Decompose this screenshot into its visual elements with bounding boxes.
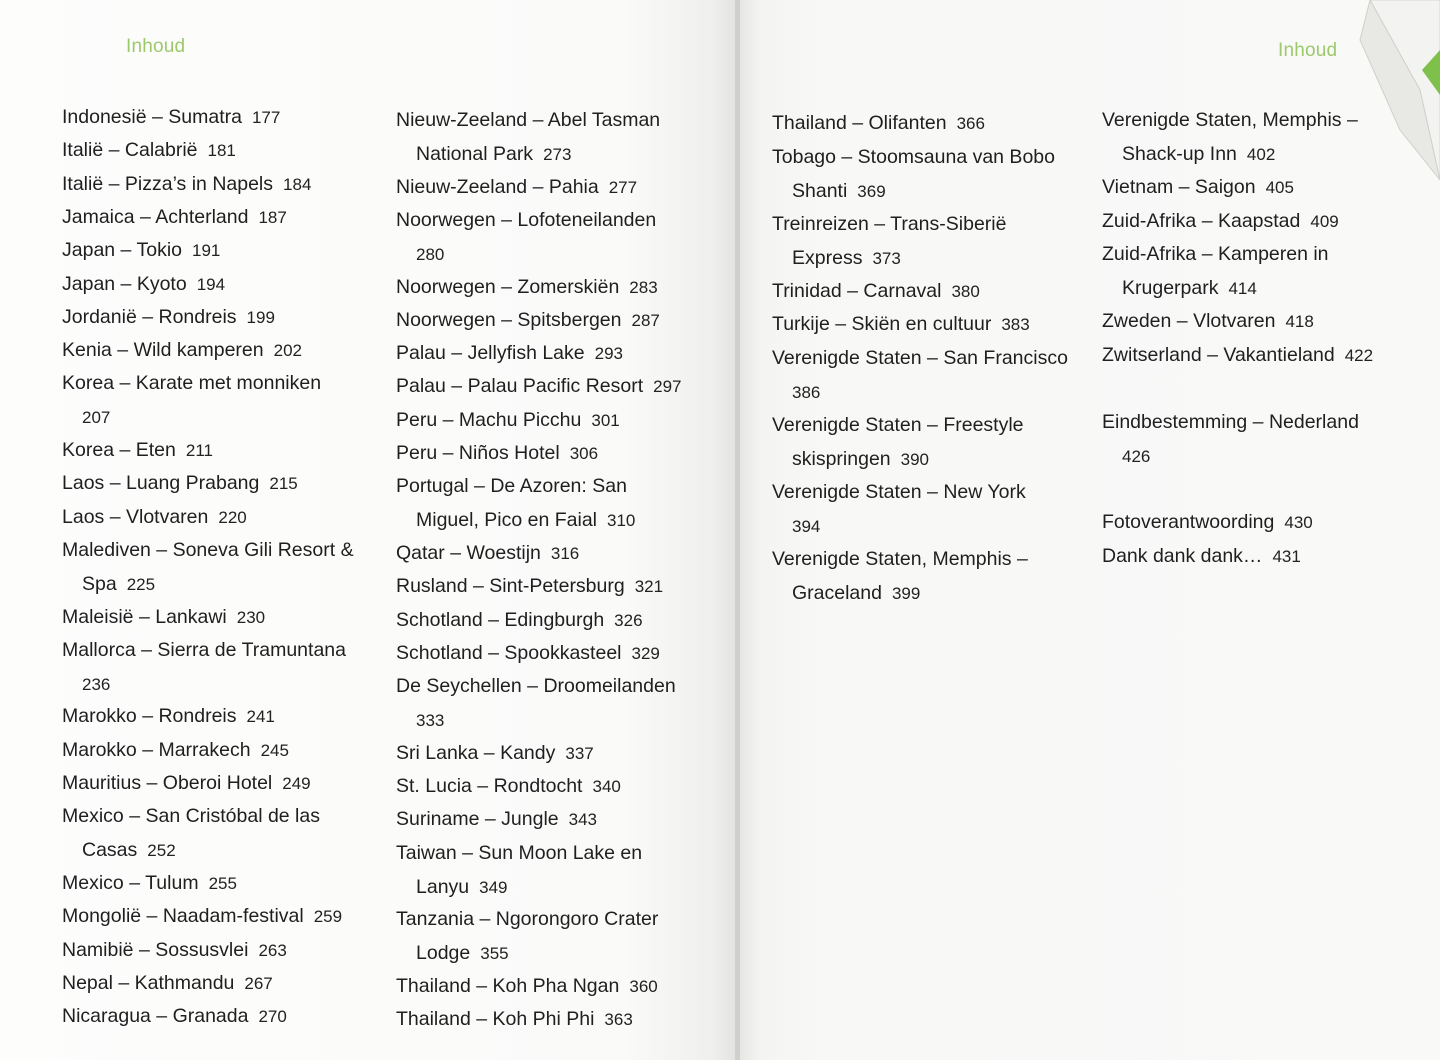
toc-entry-title: Verenigde Staten – New York <box>772 480 1026 503</box>
toc-entry <box>62 866 237 901</box>
toc-entry-title: Trinidad – Carnaval <box>772 279 942 302</box>
toc-page-number: 283 <box>629 277 658 297</box>
toc-page-number: 187 <box>258 207 287 227</box>
toc-page-number: 390 <box>900 449 930 469</box>
toc-entry-title: Thailand – Olifanten <box>772 112 947 134</box>
toc-entry <box>62 500 247 535</box>
toc-entry-title: Eindbestemming – Nederland <box>1102 410 1359 433</box>
toc-entry <box>396 736 594 771</box>
toc-page-number: 310 <box>607 511 636 531</box>
toc-entry-continuation <box>62 400 321 435</box>
toc-entry <box>62 699 275 734</box>
toc-entry-title: Thailand – Koh Pha Ngan <box>396 974 620 997</box>
toc-entry-title: Korea – Karate met monniken <box>62 372 322 395</box>
toc-page-number: 277 <box>608 177 638 197</box>
toc-entry <box>62 267 225 302</box>
toc-entry-title: Indonesië – Sumatra <box>62 106 242 128</box>
toc-entry <box>62 433 213 468</box>
toc-entry-title: Thailand – Koh Phi Phi <box>396 1008 595 1031</box>
toc-page-number: 177 <box>251 108 281 127</box>
toc-entry <box>1102 204 1339 239</box>
toc-entry <box>772 341 1068 410</box>
toc-entry-title: Italië – Pizza’s in Napels <box>62 172 274 195</box>
toc-page-number: 191 <box>192 241 221 261</box>
toc-entry-title: Mauritius – Oberoi Hotel <box>62 772 273 794</box>
toc-entry-title: Laos – Luang Prabang <box>62 472 260 495</box>
toc-entry <box>396 836 642 905</box>
toc-entry-title: Nepal – Kathmandu <box>62 971 235 994</box>
toc-entry-continuation <box>772 375 1068 410</box>
toc-page-number: 293 <box>594 344 623 364</box>
toc-entry-title: Palau – Palau Pacific Resort <box>396 375 644 398</box>
toc-entry-title: Tanzania – Ngorongoro Crater <box>396 908 659 931</box>
toc-entry <box>396 902 658 971</box>
toc-entry-continuation: National Park 273 <box>416 143 572 165</box>
toc-entry <box>772 274 980 309</box>
toc-entry-title: St. Lucia – Rondtocht <box>396 775 583 797</box>
toc-entry <box>772 207 1006 276</box>
toc-entry-title: Zweden – Vlotvaren <box>1102 310 1276 332</box>
toc-entry-continuation: Shack-up Inn 402 <box>1122 143 1276 165</box>
toc-page-number: 184 <box>283 174 312 194</box>
toc-entry <box>62 200 287 235</box>
toc-entry <box>1102 170 1294 205</box>
toc-page-number: 255 <box>208 873 237 893</box>
toc-entry-title: Japan – Tokio <box>62 239 182 262</box>
toc-page-number: 215 <box>269 474 298 494</box>
toc-page-number: 337 <box>565 743 594 763</box>
toc-page-number: 287 <box>631 310 660 330</box>
toc-entry-title: Schotland – Spookkasteel <box>396 641 622 664</box>
toc-entry <box>396 569 663 604</box>
toc-entry-title: Qatar – Woestijn <box>396 541 541 564</box>
toc-entry-title: Peru – Machu Picchu <box>396 408 582 431</box>
toc-page-number: 380 <box>951 281 980 301</box>
toc-page-number: 349 <box>479 877 508 897</box>
toc-entry-continuation <box>396 703 676 738</box>
toc-page-number: 414 <box>1228 279 1257 298</box>
toc-entry-title: Palau – Jellyfish Lake <box>396 342 585 365</box>
toc-page-number: 329 <box>631 643 660 663</box>
toc-page-number: 363 <box>604 1010 633 1030</box>
toc-page-number: 301 <box>591 410 620 430</box>
toc-entry <box>772 475 1026 544</box>
toc-entry-title: Zuid-Afrika – Kamperen in <box>1102 243 1329 265</box>
toc-page-number: 399 <box>891 583 921 603</box>
toc-page-number: 220 <box>218 507 247 527</box>
toc-entry <box>396 969 658 1004</box>
toc-page-number: 431 <box>1272 546 1301 566</box>
toc-entry <box>396 536 579 571</box>
toc-entry-continuation: Casas 252 <box>82 839 176 862</box>
toc-page-number: 386 <box>792 382 821 402</box>
toc-entry <box>396 603 643 638</box>
toc-entry-continuation: Lodge 355 <box>416 942 509 965</box>
toc-entry-title: Taiwan – Sun Moon Lake en <box>396 841 643 864</box>
toc-entry <box>772 542 1028 611</box>
toc-entry-title: Nieuw-Zeeland – Abel Tasman <box>396 109 661 131</box>
toc-entry <box>396 203 656 272</box>
toc-entry <box>396 303 660 338</box>
toc-entry <box>396 669 676 738</box>
toc-page-number: 340 <box>592 777 621 796</box>
toc-entry <box>396 170 637 205</box>
toc-entry-title: Noorwegen – Zomerskiën <box>396 275 620 298</box>
toc-entry <box>62 933 287 968</box>
toc-entry-title: Malediven – Soneva Gili Resort & <box>62 538 354 561</box>
toc-entry-title: Fotoverantwoording <box>1102 511 1275 533</box>
toc-page-number: 280 <box>416 244 445 264</box>
toc-page-number: 321 <box>634 577 664 597</box>
toc-entry <box>396 270 658 305</box>
toc-page-number: 430 <box>1284 513 1313 532</box>
toc-entry <box>62 799 320 868</box>
toc-entry-title: Marokko – Marrakech <box>62 738 251 761</box>
toc-page-number: 259 <box>313 907 343 927</box>
toc-entry-title: Peru – Niños Hotel <box>396 442 560 464</box>
toc-page-number: 273 <box>543 145 572 164</box>
toc-entry <box>1102 304 1314 339</box>
toc-page-number: 306 <box>569 444 599 463</box>
toc-entry <box>62 899 342 934</box>
toc-entry <box>1102 505 1313 540</box>
toc-entry-title: Verenigde Staten, Memphis – <box>1102 109 1358 131</box>
toc-entry <box>62 333 302 368</box>
toc-entry-title: Nicaragua – Granada <box>62 1005 249 1028</box>
toc-entry <box>396 336 623 371</box>
toc-entry <box>396 769 621 804</box>
toc-entry <box>1102 539 1301 574</box>
toc-page-number: 230 <box>236 607 266 627</box>
toc-entry <box>1102 338 1373 373</box>
toc-page-number: 405 <box>1265 178 1294 197</box>
toc-entry-title: Verenigde Staten – Freestyle <box>772 413 1024 436</box>
toc-page-number: 245 <box>260 740 289 760</box>
toc-entry-title: Kenia – Wild kamperen <box>62 339 264 362</box>
toc-entry <box>396 469 635 538</box>
toc-entry-title: Vietnam – Saigon <box>1102 176 1256 198</box>
toc-entry-title: Mexico – Tulum <box>62 871 199 894</box>
toc-page-number: 181 <box>207 141 236 161</box>
toc-entry <box>396 403 620 438</box>
toc-entry-title: Zuid-Afrika – Kaapstad <box>1102 209 1301 232</box>
toc-entry-title: Laos – Vlotvaren <box>62 505 209 528</box>
toc-page-number: 267 <box>244 973 273 993</box>
toc-page-number: 263 <box>258 940 287 960</box>
toc-entry-continuation: Shanti 369 <box>792 179 886 202</box>
toc-entry <box>396 636 660 671</box>
toc-entry-title: Tobago – Stoomsauna van Bobo <box>772 145 1055 168</box>
toc-page-number: 426 <box>1122 446 1151 466</box>
toc-entry-continuation <box>772 509 1026 544</box>
toc-entry-title: Schotland – Edingburgh <box>396 608 605 631</box>
toc-entry <box>772 408 1024 477</box>
toc-entry-title: Verenigde Staten – San Francisco <box>772 346 1068 369</box>
toc-page-number: 343 <box>568 810 597 830</box>
toc-page-number: 360 <box>629 976 658 996</box>
toc-page-number: 326 <box>614 610 643 630</box>
toc-entry <box>62 999 287 1034</box>
toc-entry-title: Mongolië – Naadam-festival <box>62 905 304 928</box>
toc-entry-title: Maleisië – Lankawi <box>62 605 227 628</box>
toc-entry-continuation: Miguel, Pico en Faial 310 <box>416 509 636 532</box>
toc-entry-continuation: Spa 225 <box>82 572 156 595</box>
toc-entry-title: Namibië – Sossusvlei <box>62 938 249 961</box>
toc-entry <box>1102 405 1359 474</box>
toc-entry <box>772 106 985 141</box>
toc-entry-title: Korea – Eten <box>62 439 176 461</box>
toc-entry-continuation: Express 373 <box>792 246 901 269</box>
toc-entry <box>772 307 1030 342</box>
toc-entry <box>1102 237 1329 306</box>
toc-entry-title: Dank dank dank… <box>1102 544 1263 567</box>
toc-entry <box>62 366 321 435</box>
right-page <box>740 0 1440 1060</box>
toc-entry-title: Nieuw-Zeeland – Pahia <box>396 175 599 198</box>
toc-entry-title: Marokko – Rondreis <box>62 705 237 728</box>
toc-page-number: 373 <box>872 248 901 268</box>
toc-entry-title: De Seychellen – Droomeilanden <box>396 675 676 698</box>
toc-page-number: 297 <box>653 377 682 397</box>
toc-entry <box>396 436 598 471</box>
toc-entry-title: Suriname – Jungle <box>396 808 559 831</box>
toc-entry <box>772 140 1055 209</box>
toc-entry-title: Zwitserland – Vakantieland <box>1102 343 1335 366</box>
folded-corner-icon <box>1340 0 1440 190</box>
toc-entry-continuation <box>1102 439 1359 474</box>
toc-entry <box>62 100 280 135</box>
right-page-header: Inhoud <box>1278 40 1338 61</box>
toc-entry-title: Mexico – San Cristóbal de las <box>62 805 320 828</box>
toc-entry <box>1102 103 1358 172</box>
toc-entry <box>62 167 311 202</box>
toc-entry-continuation: Krugerpark 414 <box>1122 277 1257 299</box>
toc-entry <box>396 802 597 837</box>
toc-entry-title: Jamaica – Achterland <box>62 205 249 228</box>
toc-page-number: 236 <box>82 674 111 694</box>
toc-entry <box>62 133 236 168</box>
toc-page-number: 249 <box>282 774 311 793</box>
toc-entry <box>396 369 682 404</box>
toc-entry <box>62 966 273 1001</box>
toc-entry-title: Verenigde Staten, Memphis – <box>772 547 1028 570</box>
toc-entry-title: Italië – Calabrië <box>62 139 198 162</box>
toc-page-number: 409 <box>1310 211 1339 231</box>
toc-page-number: 355 <box>480 944 509 964</box>
toc-entry-continuation <box>62 667 346 702</box>
toc-page-number: 366 <box>956 114 985 133</box>
toc-entry <box>62 466 298 501</box>
toc-entry-title: Portugal – De Azoren: San <box>396 475 627 498</box>
toc-entry <box>62 233 220 268</box>
toc-entry-title: Treinreizen – Trans-Siberië <box>772 212 1007 235</box>
toc-page-number: 252 <box>147 841 176 861</box>
toc-entry-title: Rusland – Sint-Petersburg <box>396 575 625 598</box>
toc-entry-title: Sri Lanka – Kandy <box>396 741 556 764</box>
toc-entry-title: Jordanië – Rondreis <box>62 305 237 328</box>
toc-entry-title: Mallorca – Sierra de Tramuntana <box>62 638 346 661</box>
toc-page-number: 333 <box>416 711 445 731</box>
toc-page-number: 316 <box>550 543 580 563</box>
toc-page-number: 207 <box>82 408 111 428</box>
toc-page-number: 394 <box>792 516 821 536</box>
toc-page-number: 402 <box>1246 145 1276 164</box>
toc-page-number: 270 <box>258 1007 287 1027</box>
toc-entry-title: Noorwegen – Spitsbergen <box>396 308 622 331</box>
toc-page-number: 422 <box>1344 345 1374 365</box>
toc-entry <box>62 600 265 635</box>
toc-page-number: 369 <box>857 181 886 201</box>
toc-page-number: 418 <box>1285 312 1314 331</box>
toc-entry-title: Noorwegen – Lofoteneilanden <box>396 208 657 231</box>
toc-page-number: 199 <box>246 307 275 327</box>
toc-entry-continuation: Graceland 399 <box>792 581 921 604</box>
toc-page-number: 202 <box>273 341 302 361</box>
left-page-header: Inhoud <box>126 36 186 57</box>
toc-entry <box>62 733 289 768</box>
toc-entry <box>62 766 311 801</box>
toc-page-number: 225 <box>126 574 156 594</box>
toc-entry-continuation <box>396 237 656 272</box>
toc-entry <box>396 103 660 172</box>
toc-entry-continuation: skispringen 390 <box>792 447 930 470</box>
toc-entry-title: Japan – Kyoto <box>62 272 187 295</box>
toc-entry-continuation: Lanyu 349 <box>416 875 508 898</box>
toc-entry <box>62 300 275 335</box>
toc-page-number: 194 <box>196 274 226 294</box>
toc-entry <box>62 633 346 702</box>
toc-entry <box>62 533 354 602</box>
toc-entry-title: Turkije – Skiën en cultuur <box>772 313 992 335</box>
toc-page-number: 383 <box>1001 315 1030 334</box>
toc-page-number: 211 <box>185 441 213 460</box>
toc-entry <box>396 1002 633 1037</box>
toc-page-number: 241 <box>246 707 275 727</box>
